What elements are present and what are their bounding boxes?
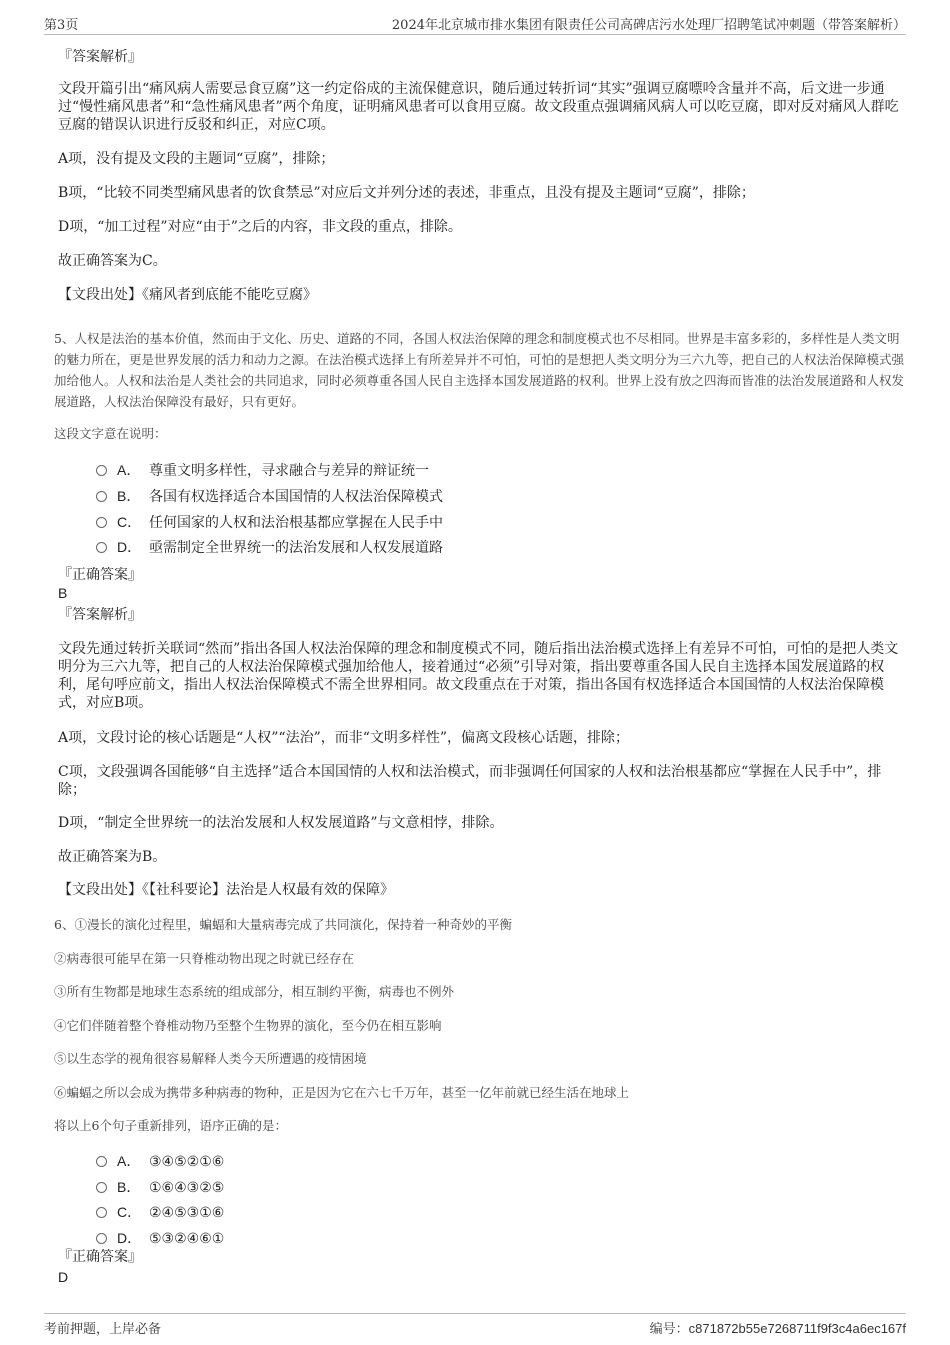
- q4-option-d-note: D项，“加工过程”对应“由于”之后的内容，非文段的重点，排除。: [58, 219, 462, 235]
- q5-answer: B: [58, 585, 68, 601]
- q6-sentence-3: ③所有生物都是地球生态系统的组成部分，相互制约平衡，病毒也不例外: [54, 984, 455, 999]
- q6-option-d[interactable]: D． ⑤③②④⑥①: [96, 1228, 224, 1250]
- radio-icon[interactable]: [96, 1207, 107, 1218]
- q4-analysis-text: 文段开篇引出“痛风病人需要忌食豆腐”这一约定俗成的主流保健意识，随后通过转折词“其实”强调豆腐嘌呤含量并不高，后文进一步通过“慢性痛风患者”和“急性痛风患者”两个角度，证明痛风患者可以食用豆腐。故文段重点强调痛风病人可以吃豆腐，即对反对痛风人群吃豆腐的错误认识进行反驳和纠正，对应C项。: [58, 81, 899, 133]
- q5-option-c-note: C项，文段强调各国能够“自主选择”适合本国国情的人权和法治模式，而非强调任何国家的人权和法治根基都应“掌握在人民手中”，排除；: [58, 764, 882, 798]
- page-number: 第3页: [44, 18, 79, 33]
- q6-option-b[interactable]: B． ①⑥④③②⑤: [96, 1177, 224, 1199]
- q6-answer-label: 『正确答案』: [58, 1249, 142, 1265]
- page-footer: [44, 1313, 906, 1336]
- q6-option-c[interactable]: C． ②④⑤③①⑥: [96, 1202, 224, 1224]
- q4-source: 【文段出处】《痛风者到底能不能吃豆腐》: [58, 287, 317, 303]
- q6-sentence-5: ⑤以生态学的视角很容易解释人类今天所遭遇的疫情困境: [54, 1051, 367, 1066]
- q5-analysis-text: 文段先通过转折关联词“然而”指出各国人权法治保障的理念和制度模式不同，随后指出法治模式选择上有差异不可怕，可怕的是把人类文明分为三六九等，把自己的人权法治保障模式强加给他人，接着通过“必须”引导对策，指出要尊重各国人民自主选择本国发展道路的权利，尾句呼应前文，指出人权法治保障模式不需全世界相同。故文段重点在于对策，指出各国有权选择适合本国国情的人权法治保障模式，对应B项。: [58, 641, 899, 711]
- footer-slogan: 考前押题，上岸必备: [44, 1322, 162, 1337]
- radio-icon[interactable]: [96, 1182, 107, 1193]
- q5-option-c[interactable]: C． 任何国家的人权和法治根基都应掌握在人民手中: [96, 512, 443, 534]
- q4-conclusion: 故正确答案为C。: [58, 253, 167, 269]
- q5-option-d-note: D项，“制定全世界统一的法治发展和人权发展道路”与文意相悖，排除。: [58, 815, 504, 831]
- radio-icon[interactable]: [96, 1233, 107, 1244]
- radio-icon[interactable]: [96, 1156, 107, 1167]
- q5-conclusion: 故正确答案为B。: [58, 849, 167, 865]
- q6-sentence-4: ④它们伴随着整个脊椎动物乃至整个生物界的演化，至今仍在相互影响: [54, 1018, 442, 1033]
- document-id: 编号：c871872b55e7268711f9f3c4a6ec167f: [649, 1321, 906, 1336]
- q5-source: 【文段出处】《【社科要论】法治是人权最有效的保障》: [58, 882, 394, 898]
- q5-option-a[interactable]: A． 尊重文明多样性，寻求融合与差异的辩证统一: [96, 460, 429, 482]
- q5-stem: 5、人权是法治的基本价值，然而由于文化、历史、道路的不同，各国人权法治保障的理念和制度模式也不尽相同。世界是丰富多彩的，多样性是人类文明的魅力所在，更是世界发展的活力和动力之源。在法治模式选择上有所差异并不可怕，可怕的是想把人类文明分为三六九等，把自己的人权法治保障模式强加给他人。人权和法治是人类社会的共同追求，同时必须尊重各国人民自主选择本国发展道路的权利。世界上没有放之四海而皆准的法治发展道路和人权发展道路，人权法治保障没有最好，只有更好。: [54, 331, 905, 409]
- q4-option-a-note: A项，没有提及文段的主题词“豆腐”，排除；: [58, 151, 335, 167]
- q6-sentence-2: ②病毒很可能早在第一只脊椎动物出现之时就已经存在: [54, 951, 355, 966]
- radio-icon[interactable]: [96, 465, 107, 476]
- radio-icon[interactable]: [96, 491, 107, 502]
- q5-answer-label: 『正确答案』: [58, 567, 142, 583]
- q5-option-d[interactable]: D． 亟需制定全世界统一的法治发展和人权发展道路: [96, 537, 443, 559]
- q6-prompt: 将以上6个句子重新排列，语序正确的是：: [54, 1118, 287, 1133]
- q5-option-a-note: A项，文段讨论的核心话题是“人权”“法治”，而非“文明多样性”，偏离文段核心话题，排除；: [58, 730, 630, 746]
- q4-analysis-label: 『答案解析』: [58, 49, 142, 65]
- q4-option-b-note: B项，“比较不同类型痛风患者的饮食禁忌”对应后文并列分述的表述，非重点，且没有提及主题词“豆腐”，排除；: [58, 185, 755, 201]
- radio-icon[interactable]: [96, 517, 107, 528]
- q6-answer: D: [58, 1269, 69, 1285]
- q6-option-a[interactable]: A． ③④⑤②①⑥: [96, 1151, 224, 1173]
- radio-icon[interactable]: [96, 542, 107, 553]
- q5-option-b[interactable]: B． 各国有权选择适合本国国情的人权法治保障模式: [96, 486, 443, 508]
- q5-analysis-label: 『答案解析』: [58, 607, 142, 623]
- page-header: [44, 14, 906, 35]
- q6-sentence-1: 6、①漫长的演化过程里，蝙蝠和大量病毒完成了共同演化，保持着一种奇妙的平衡: [54, 917, 512, 932]
- q5-prompt: 这段文字意在说明：: [54, 426, 167, 441]
- q6-sentence-6: ⑥蝙蝠之所以会成为携带多种病毒的物种，正是因为它在六七千万年，甚至一亿年前就已经生活在地球上: [54, 1085, 630, 1100]
- document-title: 2024年北京城市排水集团有限责任公司高碑店污水处理厂招聘笔试冲刺题（带答案解析）: [391, 18, 906, 33]
